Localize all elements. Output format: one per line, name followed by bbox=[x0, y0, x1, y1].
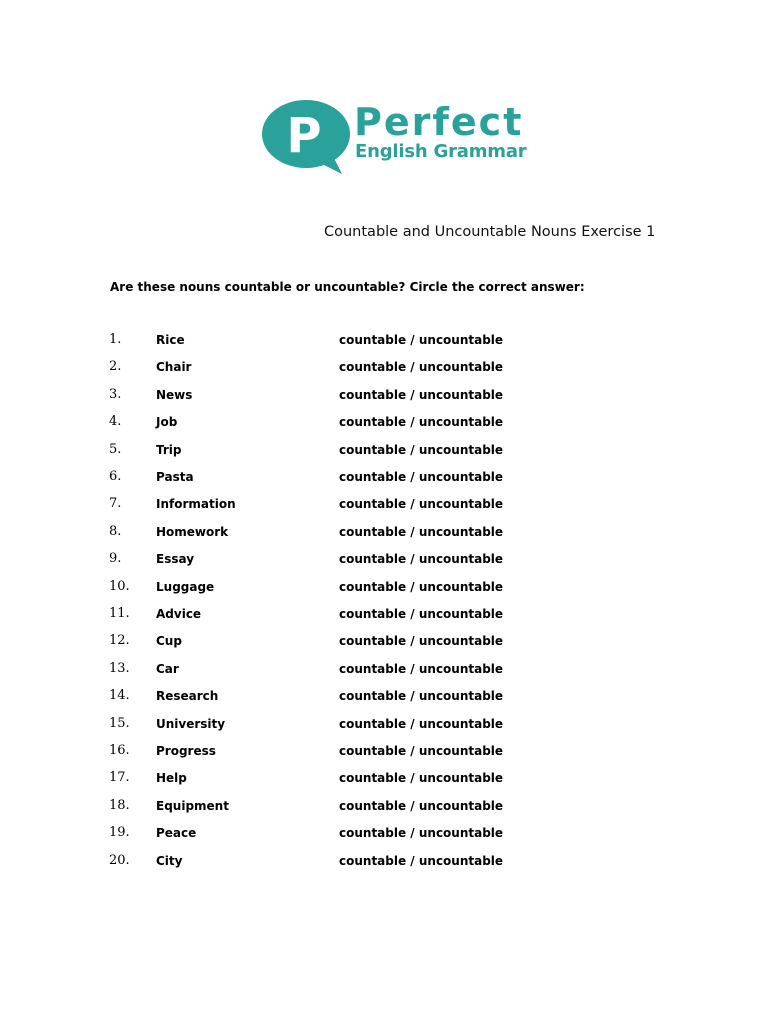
item-number: 11. bbox=[109, 606, 130, 621]
logo-letter: P bbox=[286, 108, 322, 164]
speech-bubble-icon bbox=[260, 98, 352, 178]
item-choice: countable / uncountable bbox=[339, 744, 504, 758]
item-noun: University bbox=[156, 716, 226, 731]
list-item bbox=[0, 551, 768, 571]
list-item bbox=[0, 716, 768, 736]
item-noun: Information bbox=[156, 497, 236, 512]
item-number: 3. bbox=[109, 386, 122, 402]
list-item bbox=[0, 387, 768, 407]
item-number: 6. bbox=[109, 469, 122, 484]
item-choice: countable / uncountable bbox=[339, 853, 504, 868]
list-item bbox=[0, 524, 768, 544]
list-item bbox=[0, 798, 768, 818]
item-number: 13. bbox=[109, 660, 130, 676]
item-number: 20. bbox=[109, 852, 130, 868]
item-number: 16. bbox=[109, 743, 130, 758]
item-choice: countable / uncountable bbox=[339, 497, 504, 512]
item-number: 9. bbox=[109, 551, 122, 567]
item-noun: Equipment bbox=[156, 798, 229, 813]
logo-word-perfect: Perfect bbox=[354, 100, 524, 144]
item-noun: Essay bbox=[156, 552, 195, 567]
item-noun: Progress bbox=[156, 744, 216, 758]
item-choice: countable / uncountable bbox=[339, 387, 504, 402]
item-noun: Cup bbox=[156, 634, 182, 649]
item-number: 19. bbox=[109, 825, 130, 841]
item-choice: countable / uncountable bbox=[339, 607, 504, 621]
item-number: 10. bbox=[109, 578, 130, 594]
logo bbox=[260, 98, 550, 178]
list-item bbox=[0, 469, 768, 489]
list-item bbox=[0, 770, 768, 790]
item-number: 12. bbox=[109, 633, 130, 649]
list-item bbox=[0, 442, 768, 462]
item-number: 8. bbox=[109, 523, 122, 539]
item-number: 18. bbox=[109, 797, 130, 813]
item-choice: countable / uncountable bbox=[339, 442, 504, 457]
item-noun: Homework bbox=[156, 524, 229, 539]
list-item bbox=[0, 743, 768, 763]
list-item bbox=[0, 359, 768, 379]
item-noun: Rice bbox=[156, 333, 185, 347]
logo-word-english-grammar: English Grammar bbox=[355, 141, 527, 162]
item-choice: countable / uncountable bbox=[339, 798, 504, 813]
list-item bbox=[0, 606, 768, 626]
item-number: 5. bbox=[109, 441, 122, 457]
list-item bbox=[0, 661, 768, 681]
item-number: 15. bbox=[109, 715, 130, 731]
instructions: Are these nouns countable or uncountable? Circle the correct answer: bbox=[110, 280, 585, 294]
item-choice: countable / uncountable bbox=[339, 716, 504, 731]
item-number: 7. bbox=[109, 496, 122, 512]
item-choice: countable / uncountable bbox=[339, 552, 504, 567]
list-item bbox=[0, 332, 768, 352]
list-item bbox=[0, 853, 768, 873]
item-noun: Pasta bbox=[156, 470, 194, 484]
item-noun: Car bbox=[156, 661, 179, 676]
item-choice: countable / uncountable bbox=[339, 661, 504, 676]
item-choice: countable / uncountable bbox=[339, 524, 504, 539]
item-choice: countable / uncountable bbox=[339, 333, 504, 347]
list-item bbox=[0, 496, 768, 516]
item-choice: countable / uncountable bbox=[339, 634, 504, 649]
item-noun: Job bbox=[156, 415, 178, 430]
item-choice: countable / uncountable bbox=[339, 771, 504, 786]
list-item bbox=[0, 414, 768, 434]
item-choice: countable / uncountable bbox=[339, 689, 504, 704]
item-choice: countable / uncountable bbox=[339, 826, 504, 841]
item-choice: countable / uncountable bbox=[339, 360, 504, 375]
list-item bbox=[0, 688, 768, 708]
item-noun: News bbox=[156, 387, 193, 402]
item-number: 17. bbox=[109, 770, 130, 786]
item-choice: countable / uncountable bbox=[339, 579, 504, 594]
item-noun: Peace bbox=[156, 826, 197, 841]
item-noun: Trip bbox=[156, 442, 182, 457]
item-noun: Luggage bbox=[156, 579, 215, 594]
item-noun: Advice bbox=[156, 607, 202, 621]
item-choice: countable / uncountable bbox=[339, 470, 504, 484]
item-number: 2. bbox=[109, 359, 122, 375]
item-noun: Help bbox=[156, 771, 187, 786]
item-choice: countable / uncountable bbox=[339, 415, 504, 430]
item-noun: Research bbox=[156, 689, 219, 704]
item-number: 4. bbox=[109, 414, 122, 430]
item-number: 1. bbox=[109, 332, 122, 347]
item-number: 14. bbox=[109, 688, 130, 704]
item-noun: Chair bbox=[156, 360, 192, 375]
list-item bbox=[0, 825, 768, 845]
page-title: Countable and Uncountable Nouns Exercise 1 bbox=[324, 224, 656, 240]
list-item bbox=[0, 579, 768, 599]
list-item bbox=[0, 633, 768, 653]
item-noun: City bbox=[156, 853, 183, 868]
